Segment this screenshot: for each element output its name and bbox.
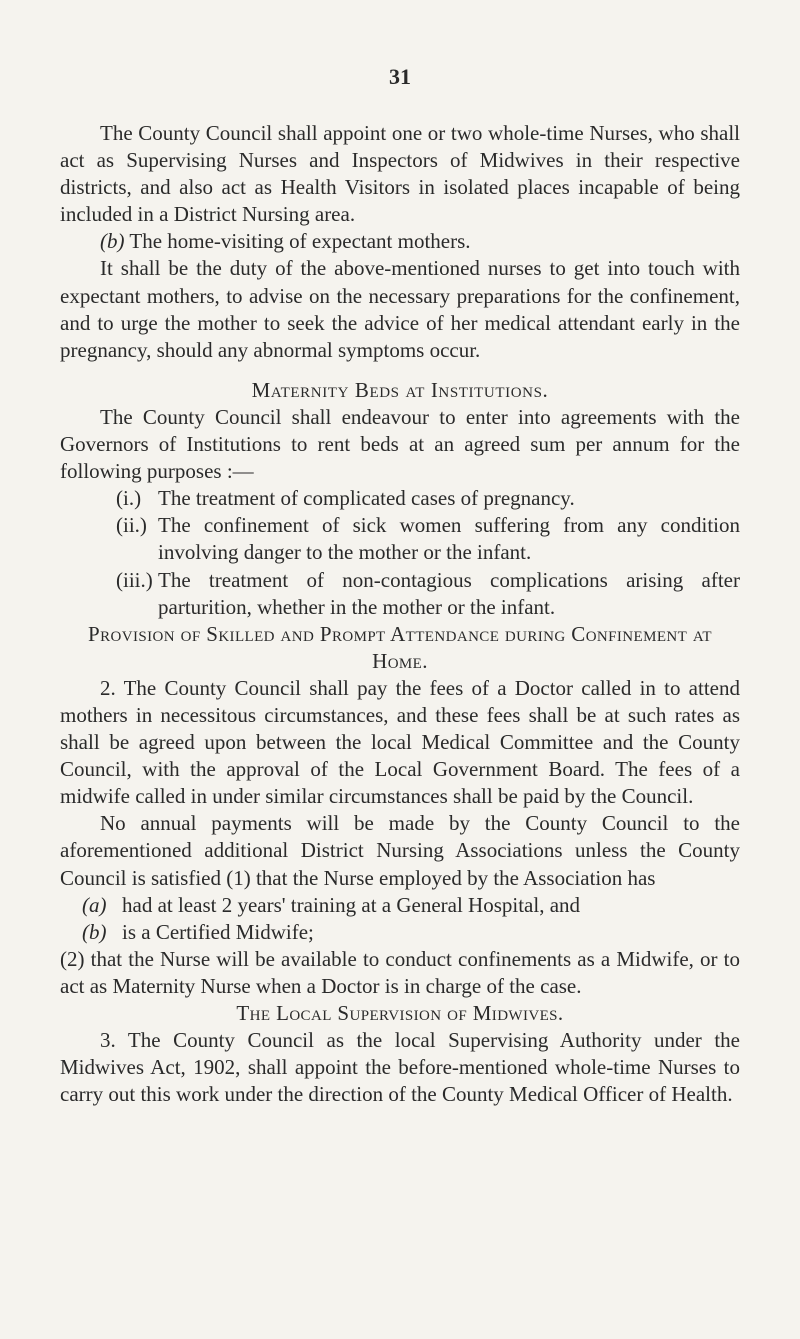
item-text: The confinement of sick women suffering from any condition involving danger to the mother or the infant. — [158, 513, 740, 565]
item-text: The home-visiting of expectant mothers. — [124, 229, 471, 254]
paragraph-nurse-availability: (2) that the Nurse will be available to conduct confinements as a Midwife, or to act as Maternity Nurse when a Doctor is in charge of the case. — [60, 946, 740, 998]
item-text: The treatment of complicated cases of pregnancy. — [158, 486, 575, 511]
item-label: (b) — [82, 919, 107, 944]
page-body — [60, 120, 740, 1108]
item-label: (b) — [100, 229, 125, 254]
page-number: 31 — [389, 64, 411, 89]
item-text: is a Certified Midwife; — [122, 919, 314, 944]
paragraph-annual-payments: No annual payments will be made by the County Council to the aforementioned additional District Nursing Associations unless the County Council is satisfied (1) that the Nurse employed by the Association has — [60, 811, 740, 890]
list-item — [60, 892, 740, 919]
item-label: (a) — [82, 892, 107, 917]
item-label: (ii.) — [116, 513, 147, 538]
section-heading-maternity-beds: Maternity Beds at Institutions. — [251, 377, 549, 402]
list-item — [60, 485, 740, 512]
paragraph-supervising-nurses: The County Council shall appoint one or two whole-time Nurses, who shall act as Supervising Nurses and Inspectors of Midwives in their respective districts, and also act as Health Visitors in isolated places incapable of being included in a District Nursing area. — [60, 121, 740, 227]
paragraph-supervising-authority: 3. The County Council as the local Supervising Authority under the Midwives Act, 1902, shall appoint the before-mentioned whole-time Nurses to carry out this work under the direction of the County Medical Officer of Health. — [60, 1028, 740, 1107]
list-item — [60, 512, 740, 566]
paragraph-agreements: The County Council shall endeavour to enter into agreements with the Governors of Institutions to rent beds at an agreed sum per annum for the following purposes :— — [60, 404, 740, 484]
section-heading-local-supervision: The Local Supervision of Midwives. — [236, 1001, 564, 1025]
item-text: The treatment of non-contagious complications arising after parturition, whether in the mother or the infant. — [158, 567, 740, 619]
item-label: (iii.) — [116, 567, 153, 592]
item-text: had at least 2 years' training at a General Hospital, and — [122, 892, 581, 917]
paragraph-doctor-fees: 2. The County Council shall pay the fees of a Doctor called in to attend mothers in necessitous circumstances, and these fees shall be at such rates as shall be agreed upon between the local Medical Committee and the County Council, with the approval of the Local Government Board. The fees of a midwife called in under similar circumstances shall be paid by the Council. — [60, 675, 740, 809]
paragraph-nurse-duty: It shall be the duty of the above-mentioned nurses to get into touch with expectant mothers, to advise on the necessary preparations for the confinement, and to urge the mother to seek the advice of her medical attendant early in the pregnancy, should any abnormal symptoms occur. — [60, 256, 740, 362]
section-heading-skilled-attendance: Provision of Skilled and Prompt Attendance during Confinement at Home. — [88, 621, 712, 673]
list-item — [60, 919, 740, 946]
list-item — [60, 567, 740, 621]
item-label: (i.) — [116, 486, 142, 511]
paragraph-home-visiting — [60, 228, 740, 255]
